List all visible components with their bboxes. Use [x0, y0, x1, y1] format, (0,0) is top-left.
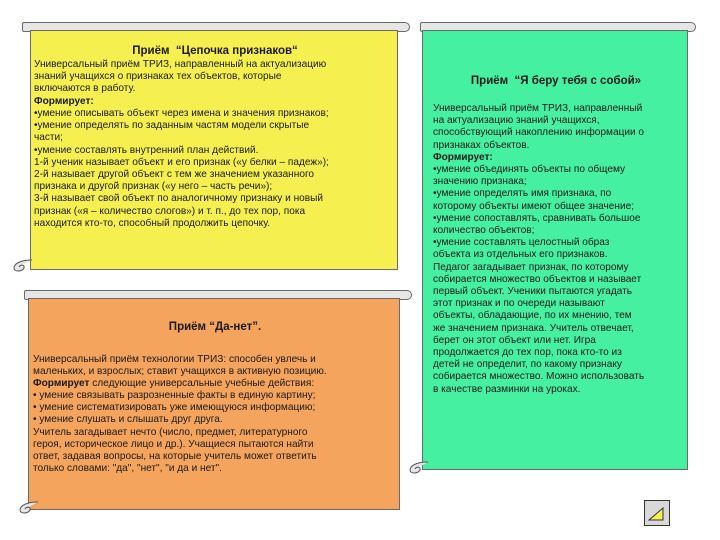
triangle-next-icon: [645, 501, 669, 525]
panel-intro-text: Универсальный приём ТРИЗ, направленный на актуализацию знаний учащихся о признаках тех объектов, которые включаются в работу.: [34, 59, 327, 95]
panel-list-text: •умение объединять объекты по общему значению признака; •умение определять имя признака, по которому объекты имеют общее значение; •умение сопоставлять, сравнивать большое количество объектов; •умение составлять целостный образ объекта из отдельных его признаков. Педагог загадывает признак, по которому собирается множество объектов и называет первый объект. Ученики пытаются угадать этот признак и по очереди называют объекты, обладающие, по их мнению, тем же значением признака. Учитель отвечает, берет он этот объект или нет. Игра продолжается до тех пор, пока кто-то из детей не определит, по какому признаку собирается множество. Можно использовать в качестве разминки на уроках.: [433, 164, 645, 395]
panel-title: Приём “Да-нет”.: [168, 321, 262, 333]
panel-title: Приём “Цепочка признаков“: [132, 45, 298, 57]
forms-label: Формирует:: [433, 152, 493, 163]
scroll-curl-icon: [12, 258, 34, 274]
forms-label: Формирует: [33, 378, 90, 389]
panel-intro-text: Универсальный приём технологии ТРИЗ: способен увлечь и маленьких, и взрослых; ставит учащихся в активную позицию.: [33, 354, 327, 378]
panel-list-text: •умение описывать объект через имена и значения признаков; •умение определять по заданным частям модели скрытые части; •умение составлять внутренний план действий. 1-й ученик называет объект и его признак («у белки – падеж»); 2-й называет другой объект с тем же значением указанного признака и другой признак («у него – часть речи»); 3-й называет свой объект по аналогичному признаку и новый признак («я – количество слогов») и т. п., до тех пор, пока находится кто-то, способный продолжить цепочку.: [34, 108, 329, 229]
panel-list-text: • умение связывать разрозненные факты в единую картину; • умение систематизировать уже имеющуюся информацию; • умение слушать и слышать друг друга. Учитель загадывает нечто (число, предмет, литературного героя, историческое лицо и др.). Учащиеся пытаются найти ответ, задавая вопросы, на которые учитель может ответить только словами: "да", "нет", "и да и нет".: [33, 390, 317, 475]
panel-take-with-me: [422, 30, 688, 470]
scroll-curl-icon: [18, 500, 40, 516]
panel-intro-text: Универсальный приём ТРИЗ, направленный на актуализацию знаний учащихся, способствующий накоплению информации о признаках объектов.: [433, 103, 645, 151]
forms-rest: следующие универсальные учебные действия:: [89, 378, 315, 389]
forms-label: Формирует:: [34, 96, 94, 107]
scroll-curl-icon: [408, 460, 430, 476]
forms-line: [33, 378, 399, 390]
panel-title: Приём “Я беру тебя с собой»: [470, 75, 642, 87]
next-slide-button[interactable]: [644, 500, 670, 526]
panel-yes-no: [28, 298, 400, 510]
panel-chain-of-features: [30, 30, 398, 270]
